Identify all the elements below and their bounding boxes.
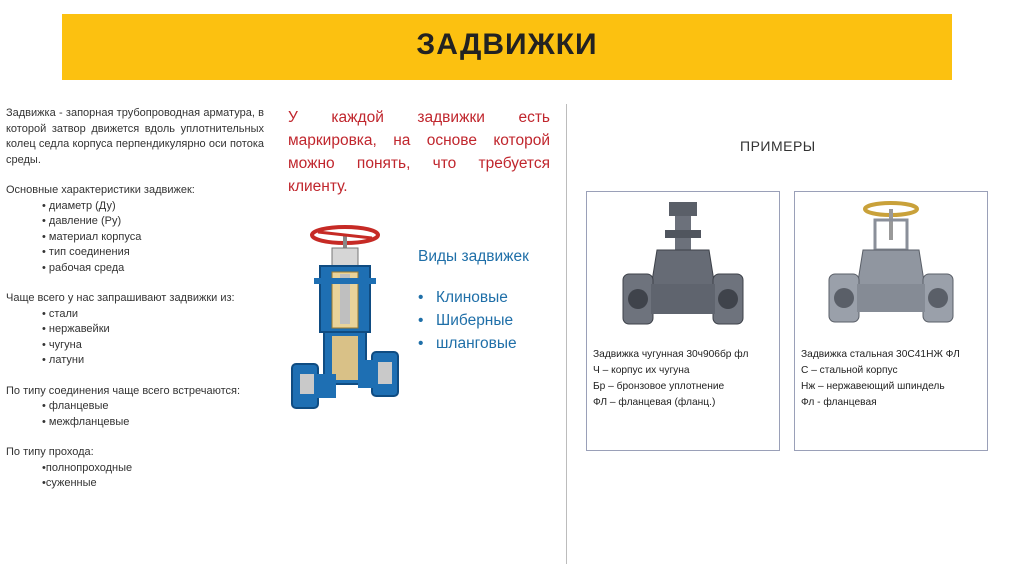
list-item: • суженные: [6, 476, 264, 492]
card-line: С – стальной корпус: [801, 365, 898, 376]
example-card-cast-iron: [586, 191, 780, 451]
list-item: • Клиновые: [418, 289, 508, 306]
card-line: Задвижка чугунная 30ч906бр фл: [593, 349, 749, 360]
list-item: • фланцевые: [6, 399, 264, 415]
connection-heading: По типу соединения чаще всего встречаются:: [6, 384, 241, 397]
valve-types: [418, 248, 529, 355]
vertical-divider: [566, 104, 567, 564]
list-item: • материал корпуса: [6, 230, 264, 246]
list-item: • диаметр (Ду): [6, 199, 264, 215]
passage-heading: По типу прохода:: [6, 446, 94, 458]
card-line: ФЛ – фланцевая (фланц.): [593, 397, 716, 408]
cast-iron-valve-image: [617, 200, 749, 330]
list-item: • латуни: [6, 353, 264, 369]
list-item: • межфланцевые: [6, 415, 264, 431]
type-label: шланговые: [436, 335, 517, 352]
title-bar: [62, 14, 952, 80]
list-item: • шланговые: [418, 335, 517, 352]
list-item: • нержавейки: [6, 322, 264, 338]
page-title: ЗАДВИЖКИ: [416, 28, 598, 61]
card-line: Задвижка стальная 30С41НЖ ФЛ: [801, 349, 960, 360]
list-item: • Шиберные: [418, 312, 514, 329]
characteristics-heading: Основные характеристики задвижек:: [6, 184, 195, 196]
card-line: Ч – корпус их чугуна: [593, 365, 690, 376]
type-label: Клиновые: [436, 289, 508, 306]
description-column: [6, 106, 264, 492]
intro-text: Задвижка - запорная трубопроводная арматура, в которой затвор движется вдоль уплотнительных колец седла корпуса перпендикулярно оси потока среды.: [6, 107, 264, 166]
passage-list: [6, 461, 264, 492]
materials-heading: Чаще всего у нас запрашивают задвижки из:: [6, 292, 235, 304]
examples-title: ПРИМЕРЫ: [740, 138, 816, 154]
list-item: • чугуна: [6, 338, 264, 354]
characteristics-list: [6, 199, 264, 277]
materials-list: [6, 307, 264, 369]
card-line: Нж – нержавеющий шпиндель: [801, 381, 945, 392]
types-heading: Виды задвижек: [418, 248, 529, 265]
example-card-steel: [794, 191, 988, 451]
type-label: Шиберные: [436, 312, 514, 329]
list-item: • полнопроходные: [6, 461, 264, 477]
card-text: [801, 347, 983, 411]
list-item: • тип соединения: [6, 245, 264, 261]
steel-valve-image: [825, 200, 957, 330]
list-item: • стали: [6, 307, 264, 323]
card-line: Бр – бронзовое уплотнение: [593, 381, 725, 392]
types-list: [418, 286, 529, 355]
card-text: [593, 347, 775, 411]
list-item: • давление (Ру): [6, 214, 264, 230]
connection-list: [6, 399, 264, 430]
marking-note: У каждой задвижки есть маркировка, на основе которой можно понять, что требуется клиенту.: [288, 109, 550, 195]
list-item: • рабочая среда: [6, 261, 264, 277]
valve-cutaway-image: [288, 218, 403, 418]
card-line: Фл - фланцевая: [801, 397, 877, 408]
